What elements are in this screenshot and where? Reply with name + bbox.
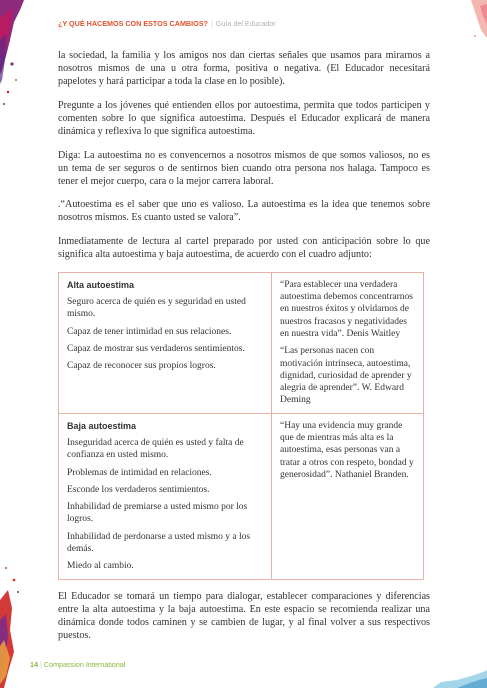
list-item: Esconde los verdaderos sentimientos.: [67, 484, 210, 495]
header-separator: |: [210, 19, 213, 28]
quote: “Para establecer una verdadera autoestima debemos concentrarnos en nuestros éxitos y olvidarnos de nuestros fracasos y negatividades en nuestra vida”. Denis Waitley: [280, 279, 413, 339]
header-subtitle: Guía del Educador: [215, 19, 276, 28]
page-body: [58, 49, 430, 653]
list-item: Capaz de tener intimidad en sus relaciones.: [67, 326, 232, 337]
high-self-esteem-title: Alta autoestima: [67, 279, 135, 290]
list-item: Problemas de intimidad en relaciones.: [67, 467, 212, 478]
page-number: 14: [30, 660, 38, 669]
list-item: Seguro acerca de quién es y seguridad en usted mismo.: [67, 297, 246, 320]
list-item: Inhabilidad de perdonarse a usted mismo y a los demás.: [67, 531, 251, 555]
paint-splash-decoration: [0, 560, 24, 688]
self-esteem-table: [58, 272, 424, 580]
list-item: Miedo al cambio.: [67, 561, 134, 572]
paragraph: Diga: La autoestima no es convencernos a nosotros mismos de que somos valiosos, no es un tema de ser seguros o de sentirnos bien cuando otra persona nos halaga. Tampoco es tener el mejor cuerpo, cara o la mejor carrera laboral.: [58, 149, 430, 187]
list-item: Inhabilidad de premiarse a usted mismo por los logros.: [67, 502, 248, 525]
high-self-esteem-cell: [59, 272, 272, 413]
paint-splash-decoration: [0, 0, 26, 130]
quote: “Hay una evidencia muy grande que de mientras más alta es la autoestima, esas personas van a tratar a otros con respeto, bondad y generosidad”. Nathaniel Branden.: [280, 420, 414, 480]
paragraph: .“Autoestima es el saber que uno es valioso. La autoestima es la idea que tenemos sobre nosotros mismos. Es cuanto usted se valora”.: [58, 199, 430, 224]
low-self-esteem-title: Baja autoestima: [67, 420, 137, 431]
table-row: [59, 413, 424, 579]
running-header: [58, 19, 458, 28]
paint-splash-decoration: [427, 668, 487, 688]
paint-splash-decoration: [465, 0, 487, 46]
low-self-esteem-quotes-cell: [272, 413, 424, 579]
footer-org: Compassion International: [43, 660, 126, 669]
quote: “Las personas nacen con motivación intrínseca, autoestima, dignidad, curiosidad de aprender y alegría de aprender”. W. Edward Deming: [280, 346, 412, 406]
list-item: Inseguridad acerca de quién es usted y falta de confianza en usted mismo.: [67, 437, 244, 461]
high-self-esteem-quotes-cell: [272, 272, 424, 413]
low-self-esteem-cell: [59, 413, 272, 579]
paragraph: Pregunte a los jóvenes qué entienden ellos por autoestima, permita que todos participen y comenten sobre lo que significa autoestima. Después el Educador explicará de manera dinámica y reflexiva lo que significa autoestima.: [58, 99, 430, 137]
list-item: Capaz de reconocer sus propios logros.: [67, 361, 216, 372]
paragraph: Inmediatamente de lectura al cartel preparado por usted con anticipación sobre lo que significa alta autoestima y baja autoestima, de acuerdo con el cuadro adjunto:: [58, 236, 430, 261]
closing-paragraph: El Educador se tomará un tiempo para dialogar, establecer comparaciones y diferencias entre la alta autoestima y la baja autoestima. En este espacio se recomienda realizar una dinámica donde todos caminen y se cambien de lugar, y al final volver a sus respectivos puestos.: [58, 590, 430, 641]
list-item: Capaz de mostrar sus verdaderos sentimientos.: [67, 343, 245, 354]
header-title: ¿Y QUÉ HACEMOS CON ESTOS CAMBIOS?: [58, 19, 208, 28]
table-row: [59, 272, 424, 413]
paragraph: la sociedad, la familia y los amigos nos dan ciertas señales que usamos para mirarnos a nosotros mismos de una u otra forma, positiva o negativa. (El Educador necesitará papelotes y hará participar a toda la clase en lo posible).: [58, 50, 430, 88]
footer-separator: |: [40, 660, 42, 669]
page-footer: [30, 660, 125, 669]
